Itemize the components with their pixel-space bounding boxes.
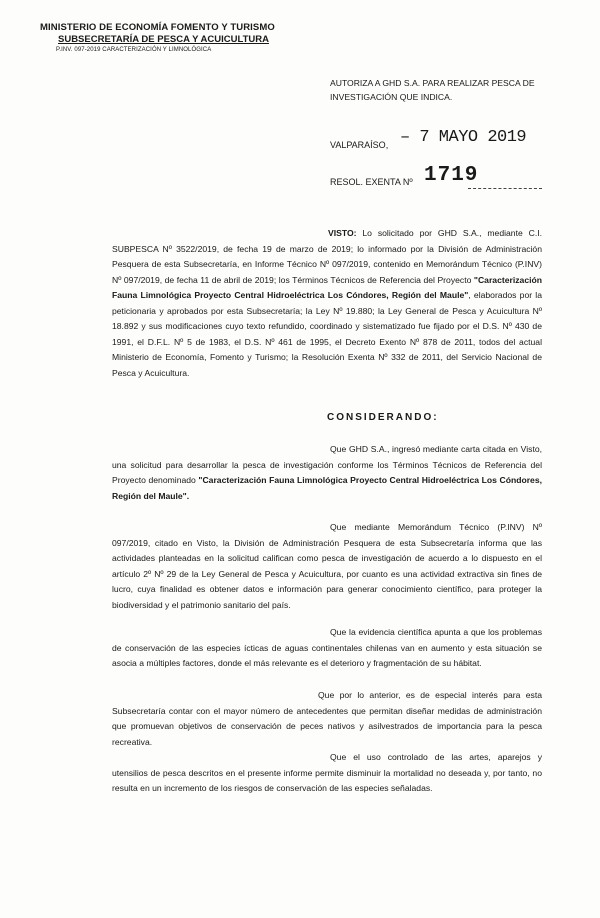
considerando-5-text: Que el uso controlado de las artes, aparejos y utensilios de pesca descritos en el presente informe permite disminuir la mortalidad no deseada y, por tanto, no resulta en un incremento de los riesgos de conservación de las especies señaladas. — [112, 752, 542, 793]
letterhead — [40, 22, 280, 53]
resolution-underline — [468, 188, 542, 189]
visto-text-b: , elaborados por la peticionaria y aprobados por esta Subsecretaría; la Ley Nº 19.880; la Ley General de Pesca y Acuicultura Nº 18.892 y sus modificaciones cuyo texto refundido, coordinado y sistematizado fue fijado por el D.S. Nº 430 de 1991, el D.F.L. Nº 5 de 1983, el D.S. Nº 461 de 1995, el Decreto Exento Nº 878 de 2011, todos del actual Ministerio de Economía, Fomento y Turismo; la Resolución Exenta Nº 332 de 2011, del Servicio Nacional de Pesca y Acuicultura. — [112, 290, 542, 378]
subsecretaria-name: SUBSECRETARÍA DE PESCA Y ACUICULTURA — [58, 34, 269, 45]
considerando-2-text: Que mediante Memorándum Técnico (P.INV) Nº 097/2019, citado en Visto, la División de Administración Pesquera de esta Subsecretaría informa que las actividades planteadas en la solicitud califican como pesca de investigación de acuerdo a lo dispuesto en el artículo 2º Nº 29 de la Ley General de Pesca y Acuicultura, por cuanto es una actividad extractiva sin fines de lucro, cuya finalidad es obtener datos e información para generar conocimiento científico, para proteger la biodiversidad y el patrimonio sanitario del país. — [112, 522, 542, 610]
date-stamp: – 7 MAYO 2019 — [400, 128, 527, 147]
resolution-number: 1719 — [424, 164, 479, 187]
visto-text-a: Lo solicitado por GHD S.A., mediante C.I. SUBPESCA Nº 3522/2019, de fecha 19 de marzo de 2019; lo informado por la División de Administración Pesquera de esta Subsecretaría, en Informe Técnico Nº 097/2019, contenido en Memorándum Técnico (P.INV) Nº 097/2019, de fecha 11 de abril de 2019; los Términos Técnicos de Referencia del Proyecto — [112, 228, 543, 285]
considerando-2 — [112, 520, 542, 613]
ministry-name: MINISTERIO DE ECONOMÍA FOMENTO Y TURISMO — [40, 22, 275, 33]
considerando-1-text: Que GHD S.A., ingresó mediante carta citada en Visto, una solicitud para desarrollar la pesca de investigación conforme los Términos Técnicos de Referencia del Proyecto denominado — [112, 444, 542, 485]
considerando-3 — [112, 625, 542, 672]
considerando-5 — [112, 750, 542, 797]
visto-paragraph — [112, 226, 542, 381]
resolution-label: RESOL. EXENTA Nº — [330, 177, 413, 187]
considerando-4 — [112, 688, 542, 750]
reference-code: P.INV. 097-2019 CARACTERIZACIÓN Y LIMNOLÓGICA — [56, 47, 212, 53]
considerando-3-text: Que la evidencia científica apunta a que los problemas de conservación de las especies ícticas de aguas continentales chilenas van en aumento y esta situación se asocia a múltiples factores, donde el más relevante es el deterioro y fragmentación de su hábitat. — [112, 627, 542, 668]
considerando-1 — [112, 442, 542, 504]
considerando-4-text: Que por lo anterior, es de especial interés para esta Subsecretaría contar con el mayor número de antecedentes que permitan diseñar medidas de administración que promuevan objetivos de conservación de peces nativos y asilvestrados de importancia para la pesca recreativa. — [112, 690, 542, 747]
visto-project-name: "Caracterización Fauna Limnológica Proyecto Central Hidroeléctrica Los Cóndores, Región del Maule" — [112, 274, 542, 300]
visto-label: VISTO: — [328, 228, 357, 238]
resolution-subject: AUTORIZA A GHD S.A. PARA REALIZAR PESCA DE INVESTIGACIÓN QUE INDICA. — [330, 78, 535, 102]
considerando-title: CONSIDERANDO: — [327, 412, 439, 423]
considerando-1-project: "Caracterización Fauna Limnológica Proyecto Central Hidroeléctrica Los Cóndores, Región del Maule". — [112, 475, 542, 501]
place-label: VALPARAÍSO, — [330, 140, 389, 150]
